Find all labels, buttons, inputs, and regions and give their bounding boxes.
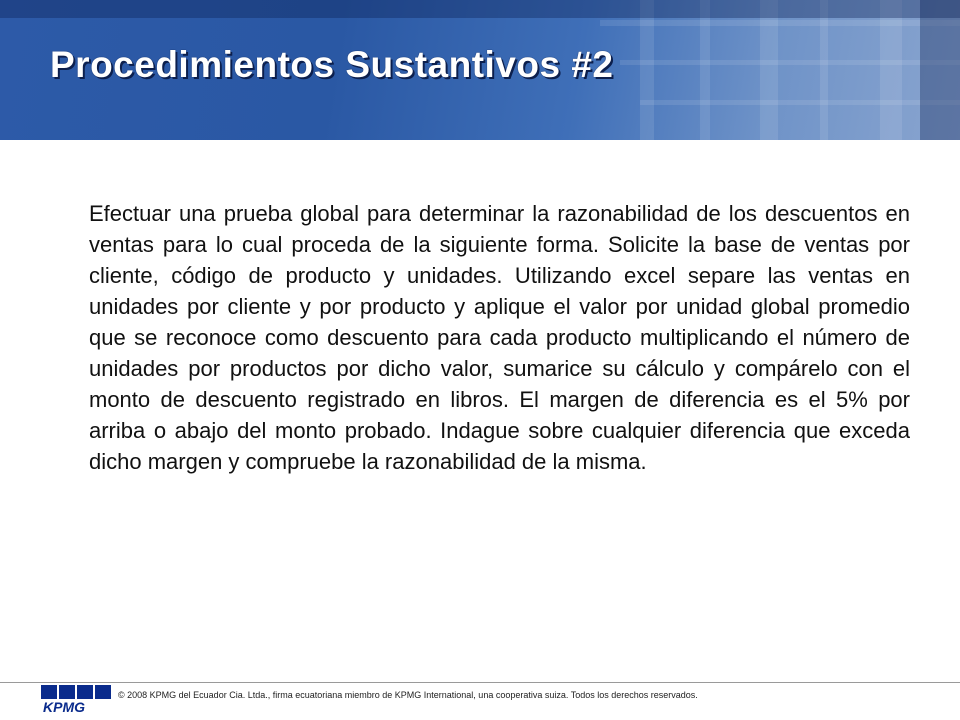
body-paragraph: Efectuar una prueba global para determinar la razonabilidad de los descuentos en ventas para lo cual proceda de la siguiente forma. Solicite la base de ventas por cliente, código de producto y unidades. Utilizando excel separe las ventas en unidades por cliente y por producto y aplique el valor por unidad global promedio que se reconoce como descuento para cada producto multiplicando el número de unidades por productos por dicho valor, sumarice su cálculo y compárelo con el monto de descuento registrado en libros. El margen de diferencia es el 5% por arriba o abajo del monto probado. Indague sobre cualquier diferencia que exceda dicho margen y compruebe la razonabilidad de la misma. — [89, 201, 910, 474]
header-banner — [0, 0, 960, 140]
kpmg-logo-text: KPMG — [43, 699, 85, 713]
copyright-notice: © 2008 KPMG del Ecuador Cia. Ltda., firma ecuatoriana miembro de KPMG International, una cooperativa suiza. Todos los derechos reservados. — [118, 690, 698, 700]
footer-divider — [0, 682, 960, 683]
kpmg-logo — [41, 685, 113, 713]
slide-title: Procedimientos Sustantivos #2 — [50, 44, 614, 85]
